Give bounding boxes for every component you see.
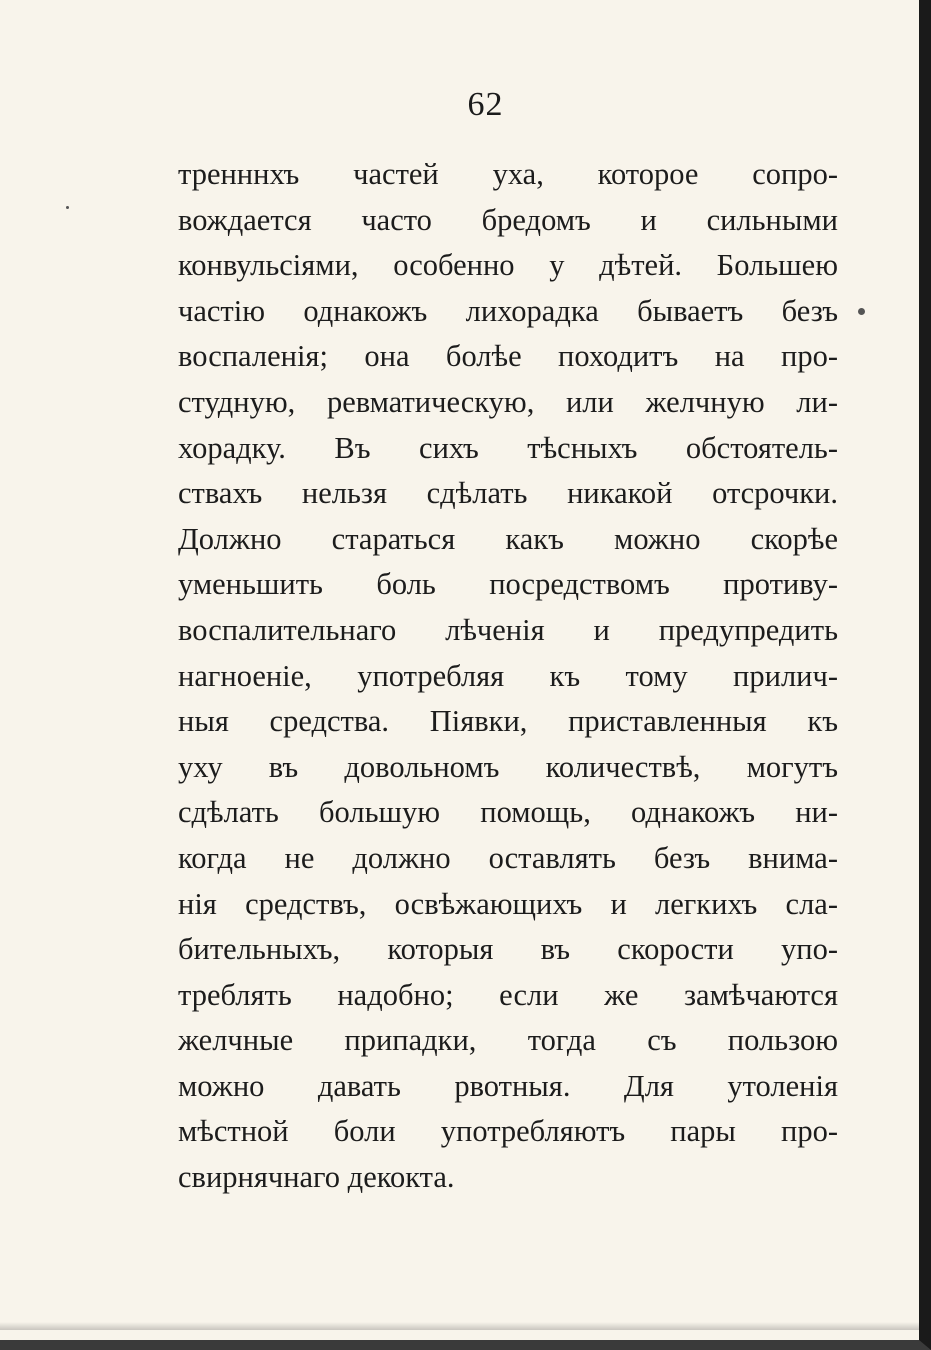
body-text (178, 152, 838, 1201)
page-edge-shadow (0, 1322, 919, 1330)
ink-speck (66, 206, 69, 209)
page-number: 62 (467, 86, 504, 123)
text-line: бительныхъ, которыя въ скорости упо- (178, 932, 838, 967)
text-line: вождается часто бредомъ и сильными (178, 202, 838, 237)
text-line: ныя средства. Піявки, приставленныя къ (178, 704, 838, 739)
text-line: можно давать рвотныя. Для утоленія (178, 1068, 838, 1103)
text-line: Должно стараться какъ можно скорѣе (178, 521, 838, 556)
text-line: ствахъ нельзя сдѣлать никакой отсрочки. (178, 476, 838, 511)
text-line: студную, ревматическую, или желчную ли- (178, 384, 838, 419)
text-line: хорадку. Въ сихъ тѣсныхъ обстоятель- (178, 430, 838, 465)
text-line: воспалительнаго лѣченія и предупредить (178, 612, 838, 647)
text-line-last: свирнячнаго декокта. (178, 1160, 455, 1195)
text-line: мѣстной боли употребляютъ пары про- (178, 1114, 838, 1149)
text-line: конвульсіями, особенно у дѣтей. Большею (178, 248, 838, 283)
text-line: нагноеніе, употребляя къ тому прилич- (178, 658, 838, 693)
ink-speck (858, 308, 865, 315)
text-line: желчные припадки, тогда съ пользою (178, 1023, 838, 1058)
text-line: воспаленія; она болѣе походитъ на про- (178, 339, 838, 374)
text-line: тренннхъ частей уха, которое сопро- (178, 157, 838, 191)
text-line: сдѣлать большую помощь, однакожъ ни- (178, 795, 838, 830)
text-line: частію однакожъ лихорадка бываетъ безъ (178, 293, 838, 328)
text-line: треблять надобно; если же замѣчаются (178, 977, 838, 1012)
text-line: когда не должно оставлять безъ внима- (178, 840, 838, 875)
text-line: уменьшить боль посредствомъ противу- (178, 567, 838, 602)
text-line: уху въ довольномъ количествѣ, могутъ (178, 749, 838, 784)
text-line: нія средствъ, освѣжающихъ и легкихъ сла- (178, 886, 838, 921)
